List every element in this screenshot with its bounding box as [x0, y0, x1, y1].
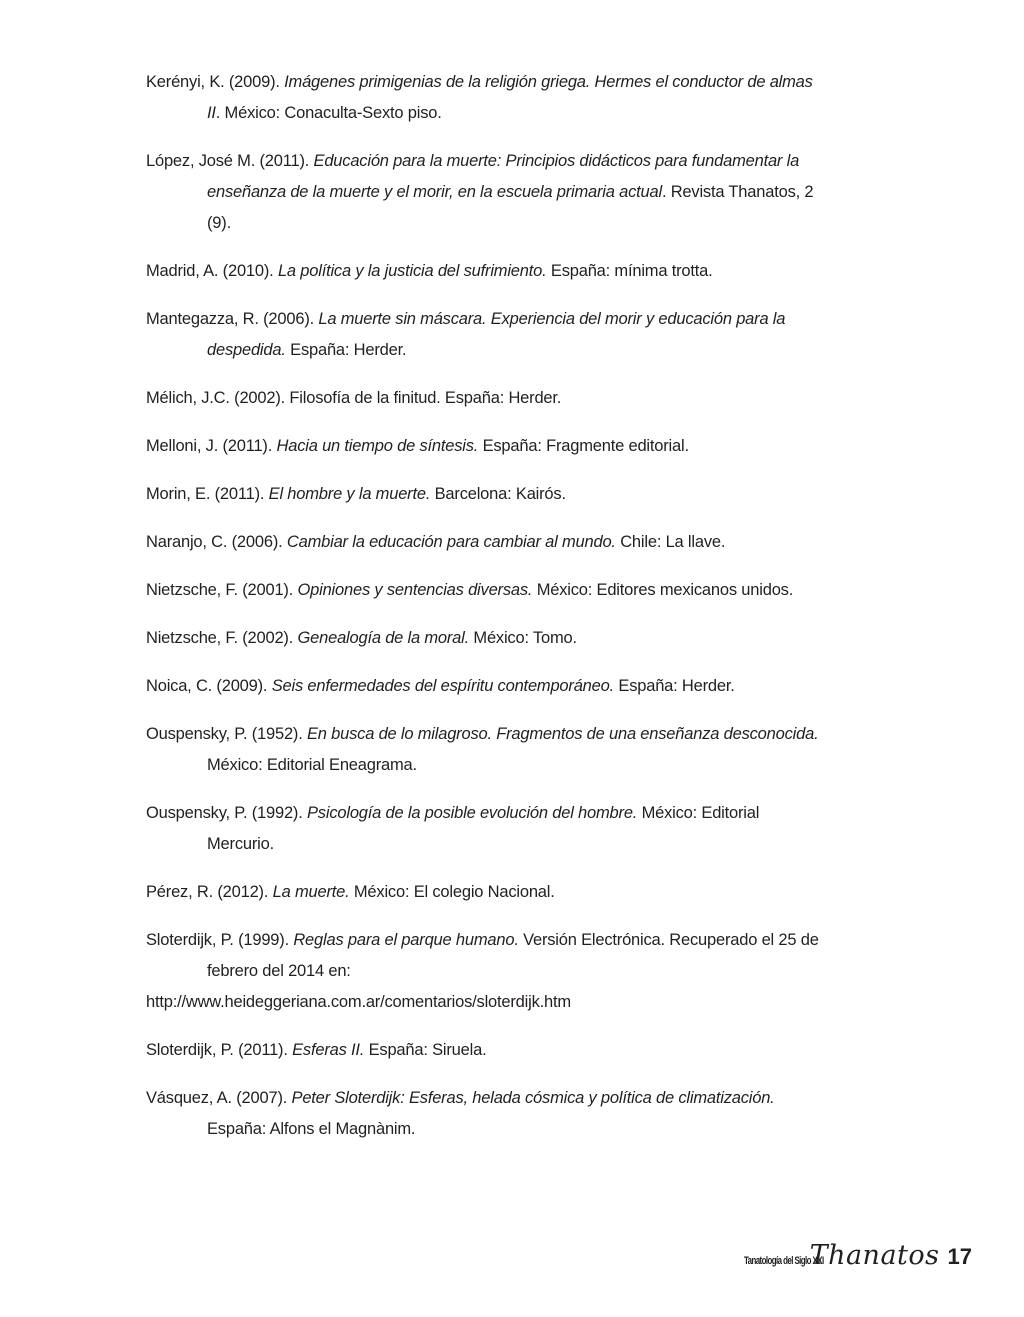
reference-author-year: Ouspensky, P. (1952). [146, 725, 307, 743]
reference-title: Seis enfermedades del espíritu contemporáneo. [271, 677, 614, 695]
reference-entry [146, 304, 826, 366]
reference-entry [146, 431, 826, 462]
reference-title: Genealogía de la moral. [297, 629, 470, 647]
reference-author-year: Vásquez, A. (2007). [146, 1089, 292, 1107]
reference-entry [146, 1083, 826, 1145]
reference-author-year: Pérez, R. (2012). [146, 883, 273, 901]
reference-title: En busca de lo milagroso. Fragmentos de una enseñanza desconocida. [307, 725, 819, 743]
reference-author-year: Nietzsche, F. (2001). [146, 581, 298, 599]
reference-author-year: Mantegazza, R. (2006). [146, 310, 319, 328]
reference-title: Esferas II. [292, 1041, 365, 1059]
reference-author-year: Naranjo, C. (2006). [146, 533, 287, 551]
reference-author-year: Nietzsche, F. (2002). [146, 629, 298, 647]
reference-title: Cambiar la educación para cambiar al mundo. [286, 533, 616, 551]
reference-entry [146, 256, 826, 287]
reference-author-year: Melloni, J. (2011). [146, 437, 277, 455]
reference-entry [146, 575, 826, 606]
reference-publisher: México: Editores mexicanos unidos. [532, 581, 794, 599]
reference-author-year: Kerényi, K. (2009). [146, 73, 285, 91]
reference-title: La política y la justicia del sufrimiento. [277, 262, 547, 280]
reference-entry [146, 925, 826, 1018]
reference-publisher: España: Alfons el Magnànim. [207, 1120, 416, 1138]
reference-publisher: México: El colegio Nacional. [349, 883, 555, 901]
reference-url: http://www.heideggeriana.com.ar/comentarios/sloterdijk.htm [146, 993, 571, 1011]
reference-entry [146, 877, 826, 908]
reference-title: La muerte sin máscara. Experiencia del morir y educación para la despedida. [207, 310, 786, 359]
reference-title: Reglas para el parque humano. [293, 931, 519, 949]
reference-entry [146, 479, 826, 510]
reference-publisher: México: Tomo. [469, 629, 577, 647]
reference-publisher: España: mínima trotta. [546, 262, 713, 280]
reference-publisher: . México: Conaculta-Sexto piso. [215, 104, 442, 122]
reference-title: Educación para la muerte: Principios didácticos para fundamentar la enseñanza de la muerte y el morir, en la escuela primaria actual [207, 152, 800, 201]
reference-title: Opiniones y sentencias diversas. [297, 581, 533, 599]
reference-author-year: Sloterdijk, P. (1999). [146, 931, 294, 949]
reference-publisher: España: Herder. [614, 677, 735, 695]
reference-title: Psicología de la posible evolución del hombre. [307, 804, 638, 822]
footer-series-name: Tanatología del Siglo XXI [743, 1255, 824, 1267]
reference-entry [146, 383, 826, 414]
reference-entry [146, 1035, 826, 1066]
reference-title: Imágenes primigenias de la religión griega. Hermes el conductor de almas II [207, 73, 813, 122]
reference-author-year: Madrid, A. (2010). [146, 262, 278, 280]
reference-publisher: México: Editorial Mercurio. [207, 804, 760, 853]
reference-publisher: España: Herder. [285, 341, 407, 359]
reference-title: El hombre y la muerte. [268, 485, 431, 503]
reference-entry [146, 671, 826, 702]
reference-title: La muerte. [272, 883, 350, 901]
reference-publisher: Chile: La llave. [615, 533, 726, 551]
reference-author-year: Ouspensky, P. (1992). [146, 804, 307, 822]
reference-entry [146, 623, 826, 654]
reference-publisher: España: Siruela. [364, 1041, 487, 1059]
reference-publisher: España: Fragmente editorial. [478, 437, 689, 455]
reference-author-year: Sloterdijk, P. (2011). [146, 1041, 293, 1059]
reference-author-year: López, José M. (2011). [146, 152, 314, 170]
footer-magazine-logo: Thanatos [809, 1240, 940, 1271]
reference-author-year: Noica, C. (2009). [146, 677, 272, 695]
reference-entry [146, 719, 826, 781]
reference-publisher: México: Editorial Eneagrama. [207, 756, 417, 774]
reference-publisher: Barcelona: Kairós. [430, 485, 566, 503]
page-footer [713, 1240, 972, 1280]
reference-entry [146, 527, 826, 558]
reference-entry [146, 798, 826, 860]
reference-entry [146, 67, 826, 129]
reference-author-year: Morin, E. (2011). [146, 485, 269, 503]
reference-title: Hacia un tiempo de síntesis. [276, 437, 479, 455]
reference-publisher: Versión Electrónica. Recuperado el 25 de febrero del 2014 en: [207, 931, 819, 980]
reference-text: Mélich, J.C. (2002). Filosofía de la finitud. España: Herder. [146, 389, 562, 407]
reference-publisher: . Revista Thanatos, 2 (9). [207, 183, 814, 232]
page-number: 17 [947, 1244, 972, 1269]
reference-list [146, 67, 826, 1162]
reference-entry [146, 146, 826, 239]
reference-title: Peter Sloterdijk: Esferas, helada cósmica y política de climatización. [291, 1089, 775, 1107]
